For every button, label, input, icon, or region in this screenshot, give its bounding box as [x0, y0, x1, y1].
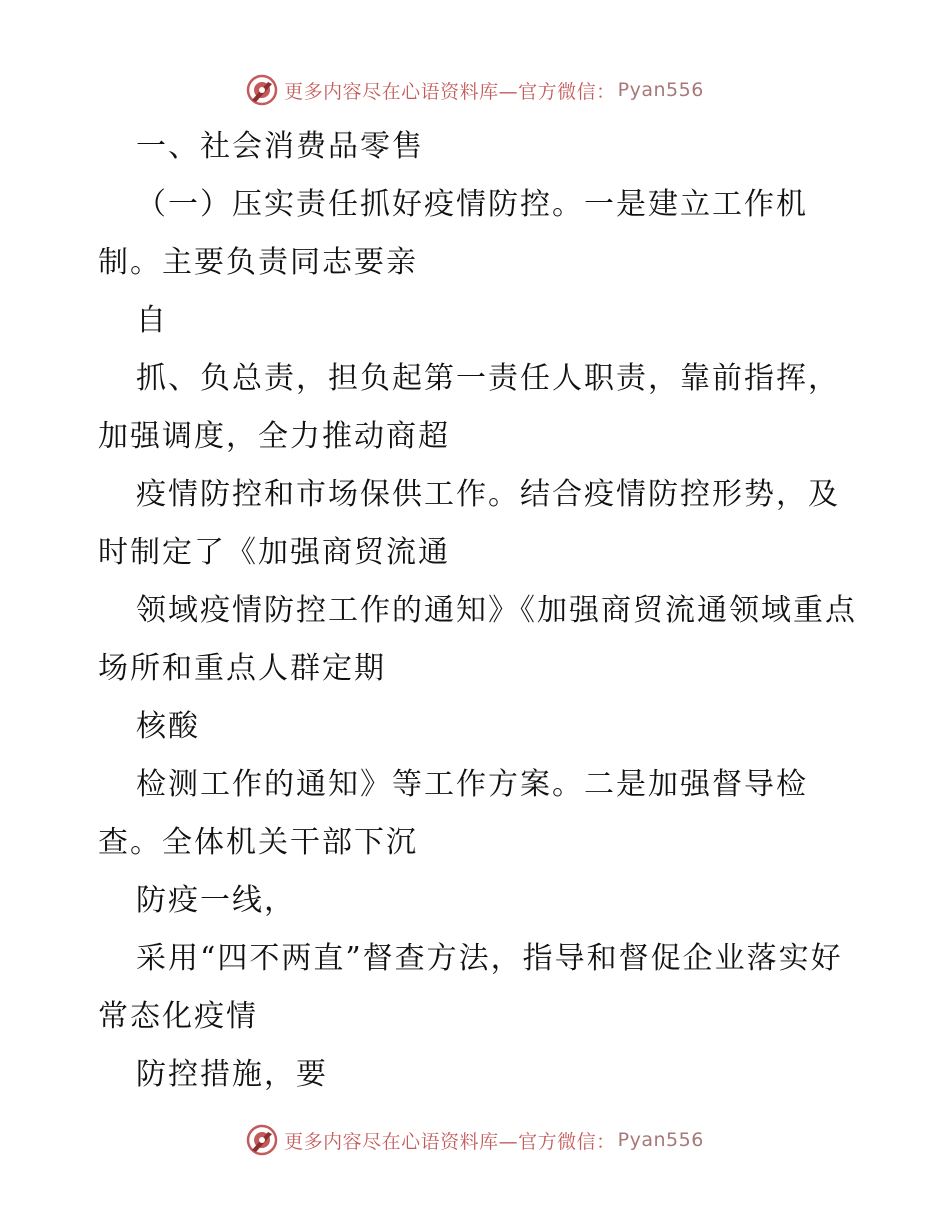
document-body: [98, 118, 868, 1104]
banner-text: 更多内容尽在心语资料库—官方微信：: [284, 80, 616, 103]
paragraph: 采用“四不两直”督查方法，指导和督促企业落实好常态化疫情: [98, 941, 843, 1034]
paragraph: 一、社会消费品零售: [136, 129, 424, 164]
pen-logo-icon: [246, 74, 278, 106]
paragraph: 防疫一线，: [136, 883, 296, 918]
header-watermark-banner: [0, 70, 950, 110]
banner-wechat-id: Pyan556: [617, 1129, 704, 1151]
paragraph: 核酸: [136, 709, 200, 744]
banner-wechat-id: Pyan556: [617, 79, 704, 101]
paragraph: （一）压实责任抓好疫情防控。一是建立工作机制。主要负责同志要亲: [98, 187, 808, 280]
paragraph: 抓、负总责，担负起第一责任人职责，靠前指挥，加强调度，全力推动商超: [98, 361, 840, 454]
banner-text: 更多内容尽在心语资料库—官方微信：: [284, 1130, 616, 1153]
paragraph: 自: [136, 303, 168, 338]
paragraph: 领域疫情防控工作的通知》《加强商贸流通领域重点场所和重点人群定期: [98, 593, 857, 686]
paragraph: 防控措施，要: [136, 1057, 328, 1092]
footer-watermark-banner: [0, 1120, 950, 1160]
pen-logo-icon: [246, 1124, 278, 1156]
paragraph: 检测工作的通知》等工作方案。二是加强督导检查。全体机关干部下沉: [98, 767, 808, 860]
paragraph: 疫情防控和市场保供工作。结合疫情防控形势，及时制定了《加强商贸流通: [98, 477, 840, 570]
